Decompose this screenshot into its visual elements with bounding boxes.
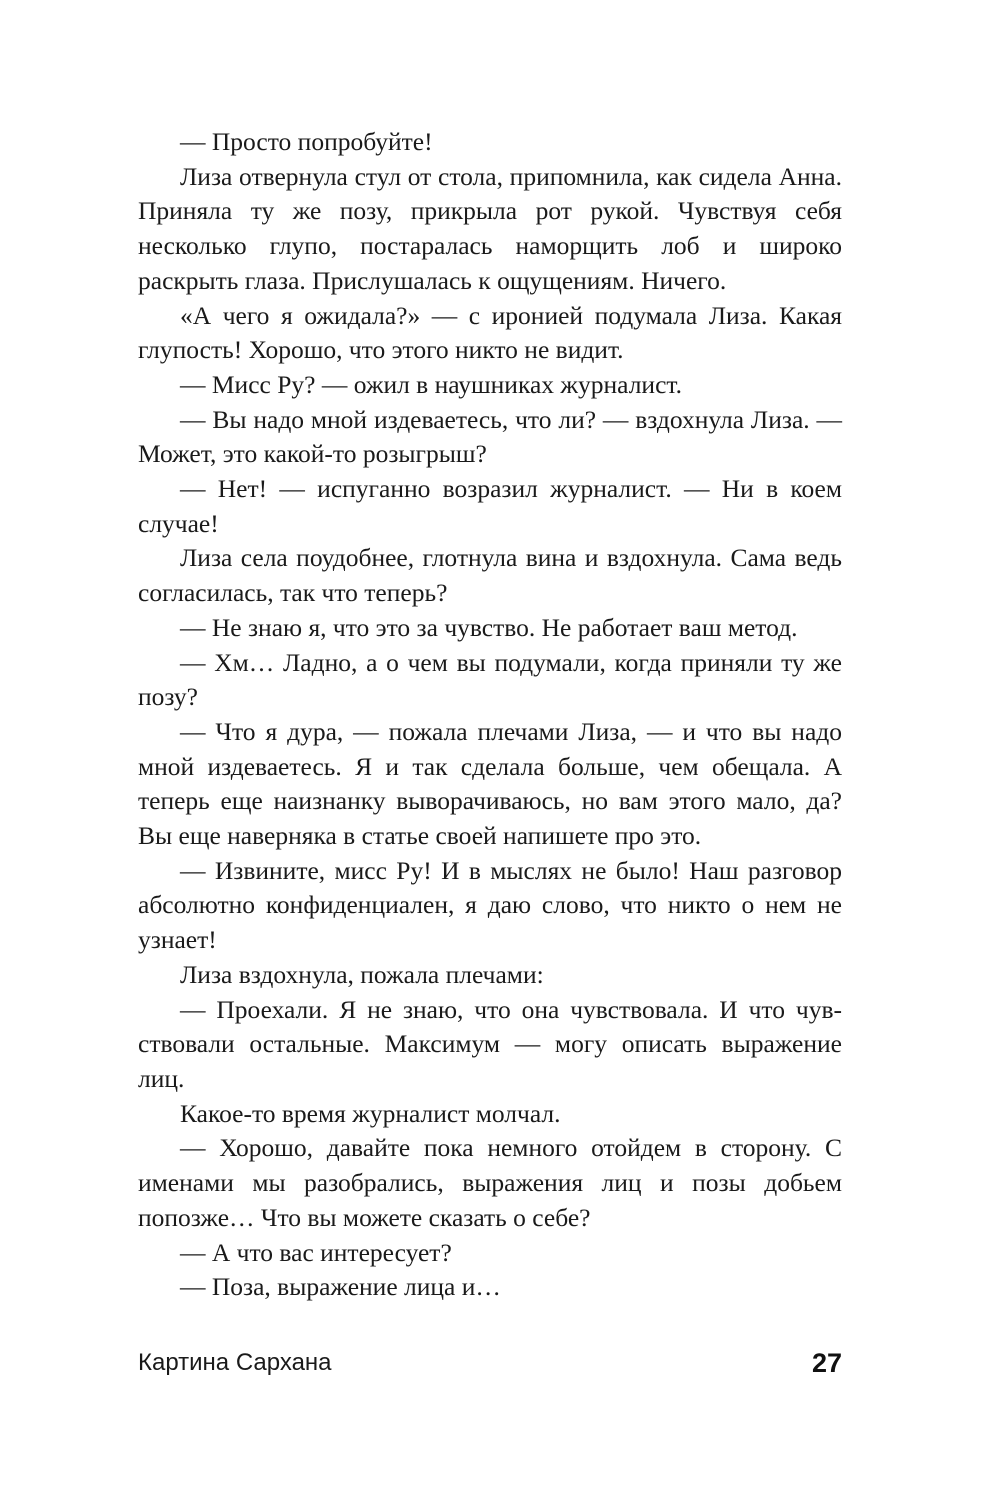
paragraph: Лиза села поудобнее, глотнула вина и вздохнула. Сама ведь согласилась, так что теперь? bbox=[138, 543, 842, 608]
paragraph: — Хм… Ладно, а о чем вы подумали, когда приняли ту же позу? bbox=[138, 647, 842, 712]
paragraph: — Хорошо, давайте пока немного отойдем в сторону. С именами мы разобрались, выражения лиц и позы добьем попозже… Что вы можете сказать о себе? bbox=[138, 1133, 842, 1232]
running-title: Картина Сархана bbox=[138, 1349, 332, 1376]
paragraph: «А чего я ожидала?» — с иронией подумала Лиза. Какая глупость! Хорошо, что этого никто не видит. bbox=[138, 300, 842, 365]
paragraph: Лиза вздохнула, пожала плечами: bbox=[180, 959, 544, 989]
paragraph: — Извините, мисс Ру! И в мыслях не было! Наш разговор абсолютно конфиденциален, я даю слово, что никто о нем не узнает! bbox=[138, 855, 842, 955]
paragraph: — Просто попробуйте! bbox=[180, 127, 433, 156]
paragraph: — Что я дура, — пожала плечами Лиза, — и что вы надо мной издеваетесь. Я и так сделала больше, чем обещала. А теперь еще наизнанку выворачиваюсь, но вам этого мало, да? Вы еще наверняка в статье своей напишете про это. bbox=[138, 716, 842, 851]
paragraph: — Нет! — испуганно возразил журналист. — Ни в коем случае! bbox=[138, 474, 842, 538]
paragraph: — А что вас интересует? bbox=[180, 1237, 452, 1267]
page-body bbox=[138, 125, 842, 1305]
page-footer bbox=[138, 1346, 842, 1380]
paragraph: — Не знаю я, что это за чувство. Не работает ваш метод. bbox=[180, 612, 798, 642]
paragraph: Лиза отвернула стул от стола, припомнила, как сидела Анна. Приняла ту же позу, прикрыла рот рукой. Чувствуя себя несколько глупо, постаралась наморщить лоб и широко раскрыть глаза. Прислушалась к ощущениям. Ничего. bbox=[138, 161, 842, 295]
paragraph: — Поза, выражение лица и… bbox=[180, 1272, 501, 1302]
paragraph: — Вы надо мной издеваетесь, что ли? — вздохнула Лиза. — Может, это какой-то розыгрыш? bbox=[138, 404, 842, 469]
page-number: 27 bbox=[811, 1348, 842, 1378]
paragraph: Какое-то время журналист молчал. bbox=[180, 1098, 561, 1128]
paragraph: — Мисс Ру? — ожил в наушниках журналист. bbox=[180, 369, 682, 399]
paragraph: — Проехали. Я не знаю, что она чувствовала. И что чувствовали остальные. Максимум — могу описать выражение лиц. bbox=[138, 994, 842, 1093]
